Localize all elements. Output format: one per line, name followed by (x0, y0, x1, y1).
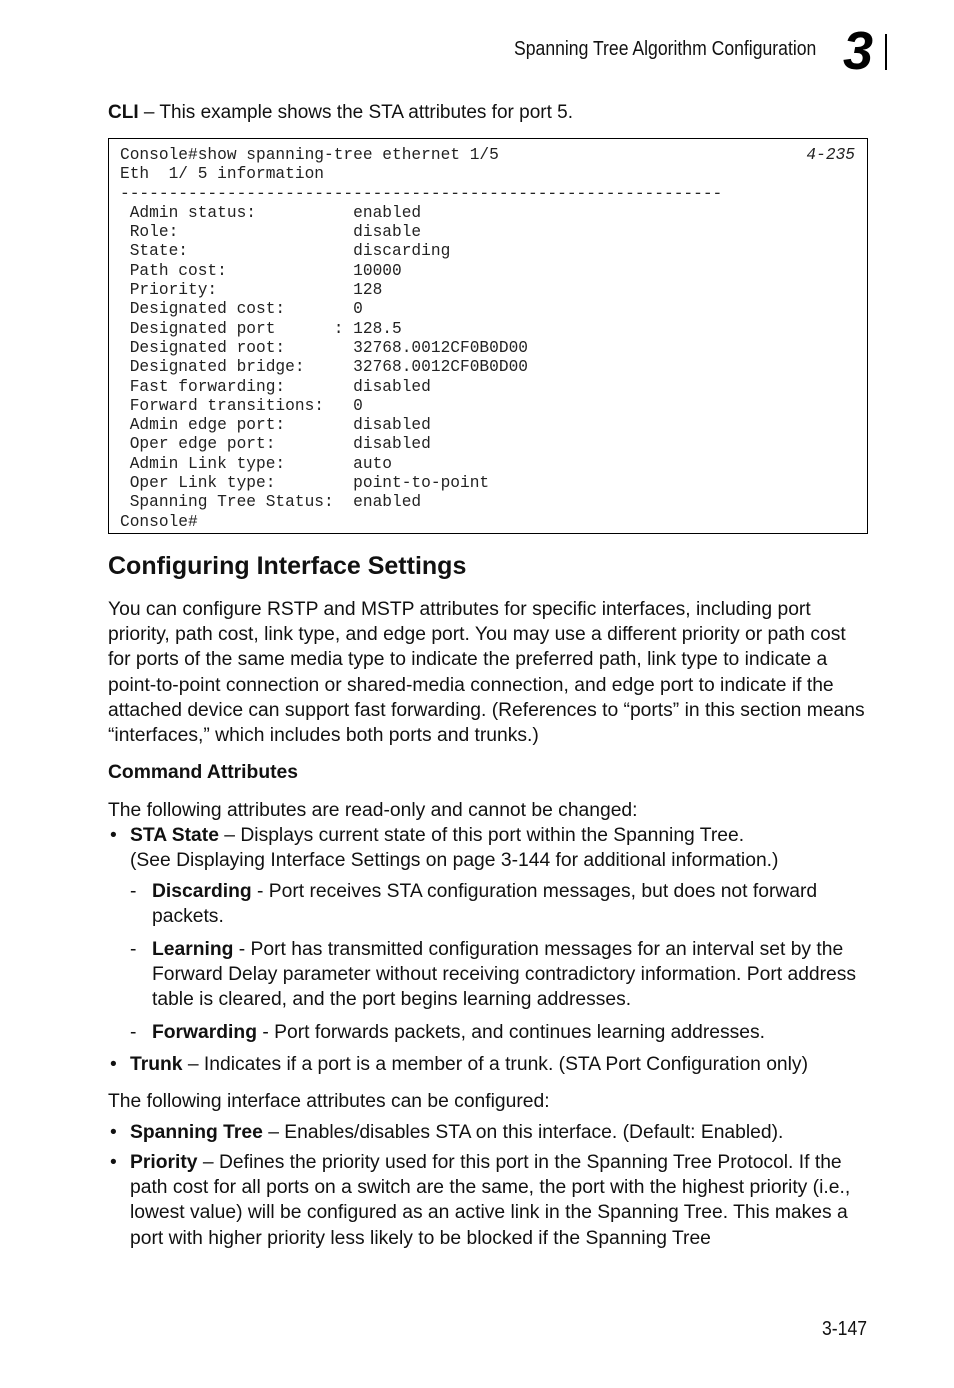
command-attributes-heading: Command Attributes (108, 762, 298, 783)
cli-line: Oper edge port: disabled (120, 435, 431, 454)
spanning-tree-label: Spanning Tree (130, 1122, 263, 1143)
priority-label: Priority (130, 1152, 198, 1173)
chapter-number: 3 (843, 21, 874, 81)
sta-state-note: (See Displaying Interface Settings on page 3-144 for additional information.) (130, 850, 779, 872)
cli-line: Admin edge port: disabled (120, 416, 431, 435)
cli-intro-text: – This example shows the STA attributes for port 5. (138, 102, 574, 123)
cli-line: Designated root: 32768.0012CF0B0D00 (120, 338, 528, 357)
priority-item (130, 1150, 870, 1251)
discarding-label: Discarding (152, 881, 252, 902)
cli-line: Designated port : 128.5 (120, 319, 402, 338)
cli-line: Designated cost: 0 (120, 300, 363, 319)
cli-example-box (108, 138, 868, 534)
trunk-item (130, 1052, 870, 1077)
dash-marker: - (130, 1022, 137, 1043)
cli-line: Eth 1/ 5 information (120, 165, 324, 184)
cli-intro-label: CLI (108, 102, 139, 123)
cli-output (120, 146, 722, 532)
cli-line: Oper Link type: point-to-point (120, 474, 490, 493)
cli-line: Console# (120, 512, 198, 531)
cli-line: Admin Link type: auto (120, 454, 392, 473)
cli-line: Path cost: 10000 (120, 261, 402, 280)
trunk-desc: – Indicates if a port is a member of a trunk. (STA Port Configuration only) (182, 1054, 808, 1075)
bullet-marker: • (110, 1152, 117, 1173)
sta-state-item (130, 823, 870, 873)
cli-line: Spanning Tree Status: enabled (120, 493, 422, 512)
learning-label: Learning (152, 939, 234, 960)
cli-line: -------------------------------------------------------------- (120, 184, 723, 203)
trunk-label: Trunk (130, 1054, 183, 1075)
cli-line: Console#show spanning-tree ethernet 1/5 (120, 146, 499, 164)
cli-line: Designated bridge: 32768.0012CF0B0D00 (120, 358, 528, 377)
bullet-marker: • (110, 825, 117, 846)
command-reference: 4-235 (806, 146, 855, 164)
section-title: Configuring Interface Settings (108, 552, 467, 580)
cli-line: Fast forwarding: disabled (120, 377, 431, 396)
learning-desc: - Port has transmitted configuration messages for an interval set by the Forward Delay parameter without receiving contradictory information. Port address table is cleared, and the port begins learning addresses. (152, 939, 857, 1011)
page-number: 3-147 (822, 1318, 868, 1340)
cli-line: Role: disable (120, 223, 422, 242)
sta-state-label: STA State (130, 825, 219, 846)
cli-line: Forward transitions: 0 (120, 396, 363, 415)
learning-item (152, 937, 868, 1013)
cli-line: Priority: 128 (120, 281, 383, 300)
discarding-item (152, 879, 868, 929)
bullet-marker: • (110, 1122, 117, 1143)
sta-state-desc: – Displays current state of this port within the Spanning Tree. (218, 825, 745, 846)
bullet-marker: • (110, 1054, 117, 1075)
priority-desc: – Defines the priority used for this port in the Spanning Tree Protocol. If the path cost for all ports on a switch are the same, the port with the highest priority (i.e., lowest value) will be configured as an active link in the Spanning Tree. This makes a port with higher priority less likely to be blocked if the Spanning Tree (130, 1152, 851, 1249)
forwarding-desc: - Port forwards packets, and continues learning addresses. (256, 1022, 765, 1043)
forwarding-item (152, 1020, 868, 1045)
dash-marker: - (130, 881, 137, 902)
dash-marker: - (130, 939, 137, 960)
cli-line: Admin status: enabled (120, 203, 422, 222)
chapter-divider (885, 34, 887, 70)
configurable-intro: The following interface attributes can be configured: (108, 1091, 550, 1112)
cli-intro (108, 102, 573, 124)
cli-line: State: discarding (120, 242, 451, 261)
spanning-tree-item (130, 1120, 870, 1145)
readonly-intro: The following attributes are read-only and cannot be changed: (108, 800, 638, 821)
forwarding-label: Forwarding (152, 1022, 257, 1043)
spanning-tree-desc: – Enables/disables STA on this interface. (Default: Enabled). (262, 1122, 784, 1143)
section-intro-paragraph: You can configure RSTP and MSTP attributes for specific interfaces, including port priority, path cost, link type, and edge port. You may use a different priority or path cost for ports of the same media type to indicate the preferred path, link type to indicate a point-to-point connection or shared-media connection, and edge port to indicate if the attached device can support fast forwarding. (References to “ports” in this section means “interfaces,” which includes both ports and trunks.) (108, 599, 865, 747)
discarding-desc: - Port receives STA configuration messages, but does not forward packets. (152, 881, 818, 928)
header-title: Spanning Tree Algorithm Configuration (514, 38, 817, 60)
